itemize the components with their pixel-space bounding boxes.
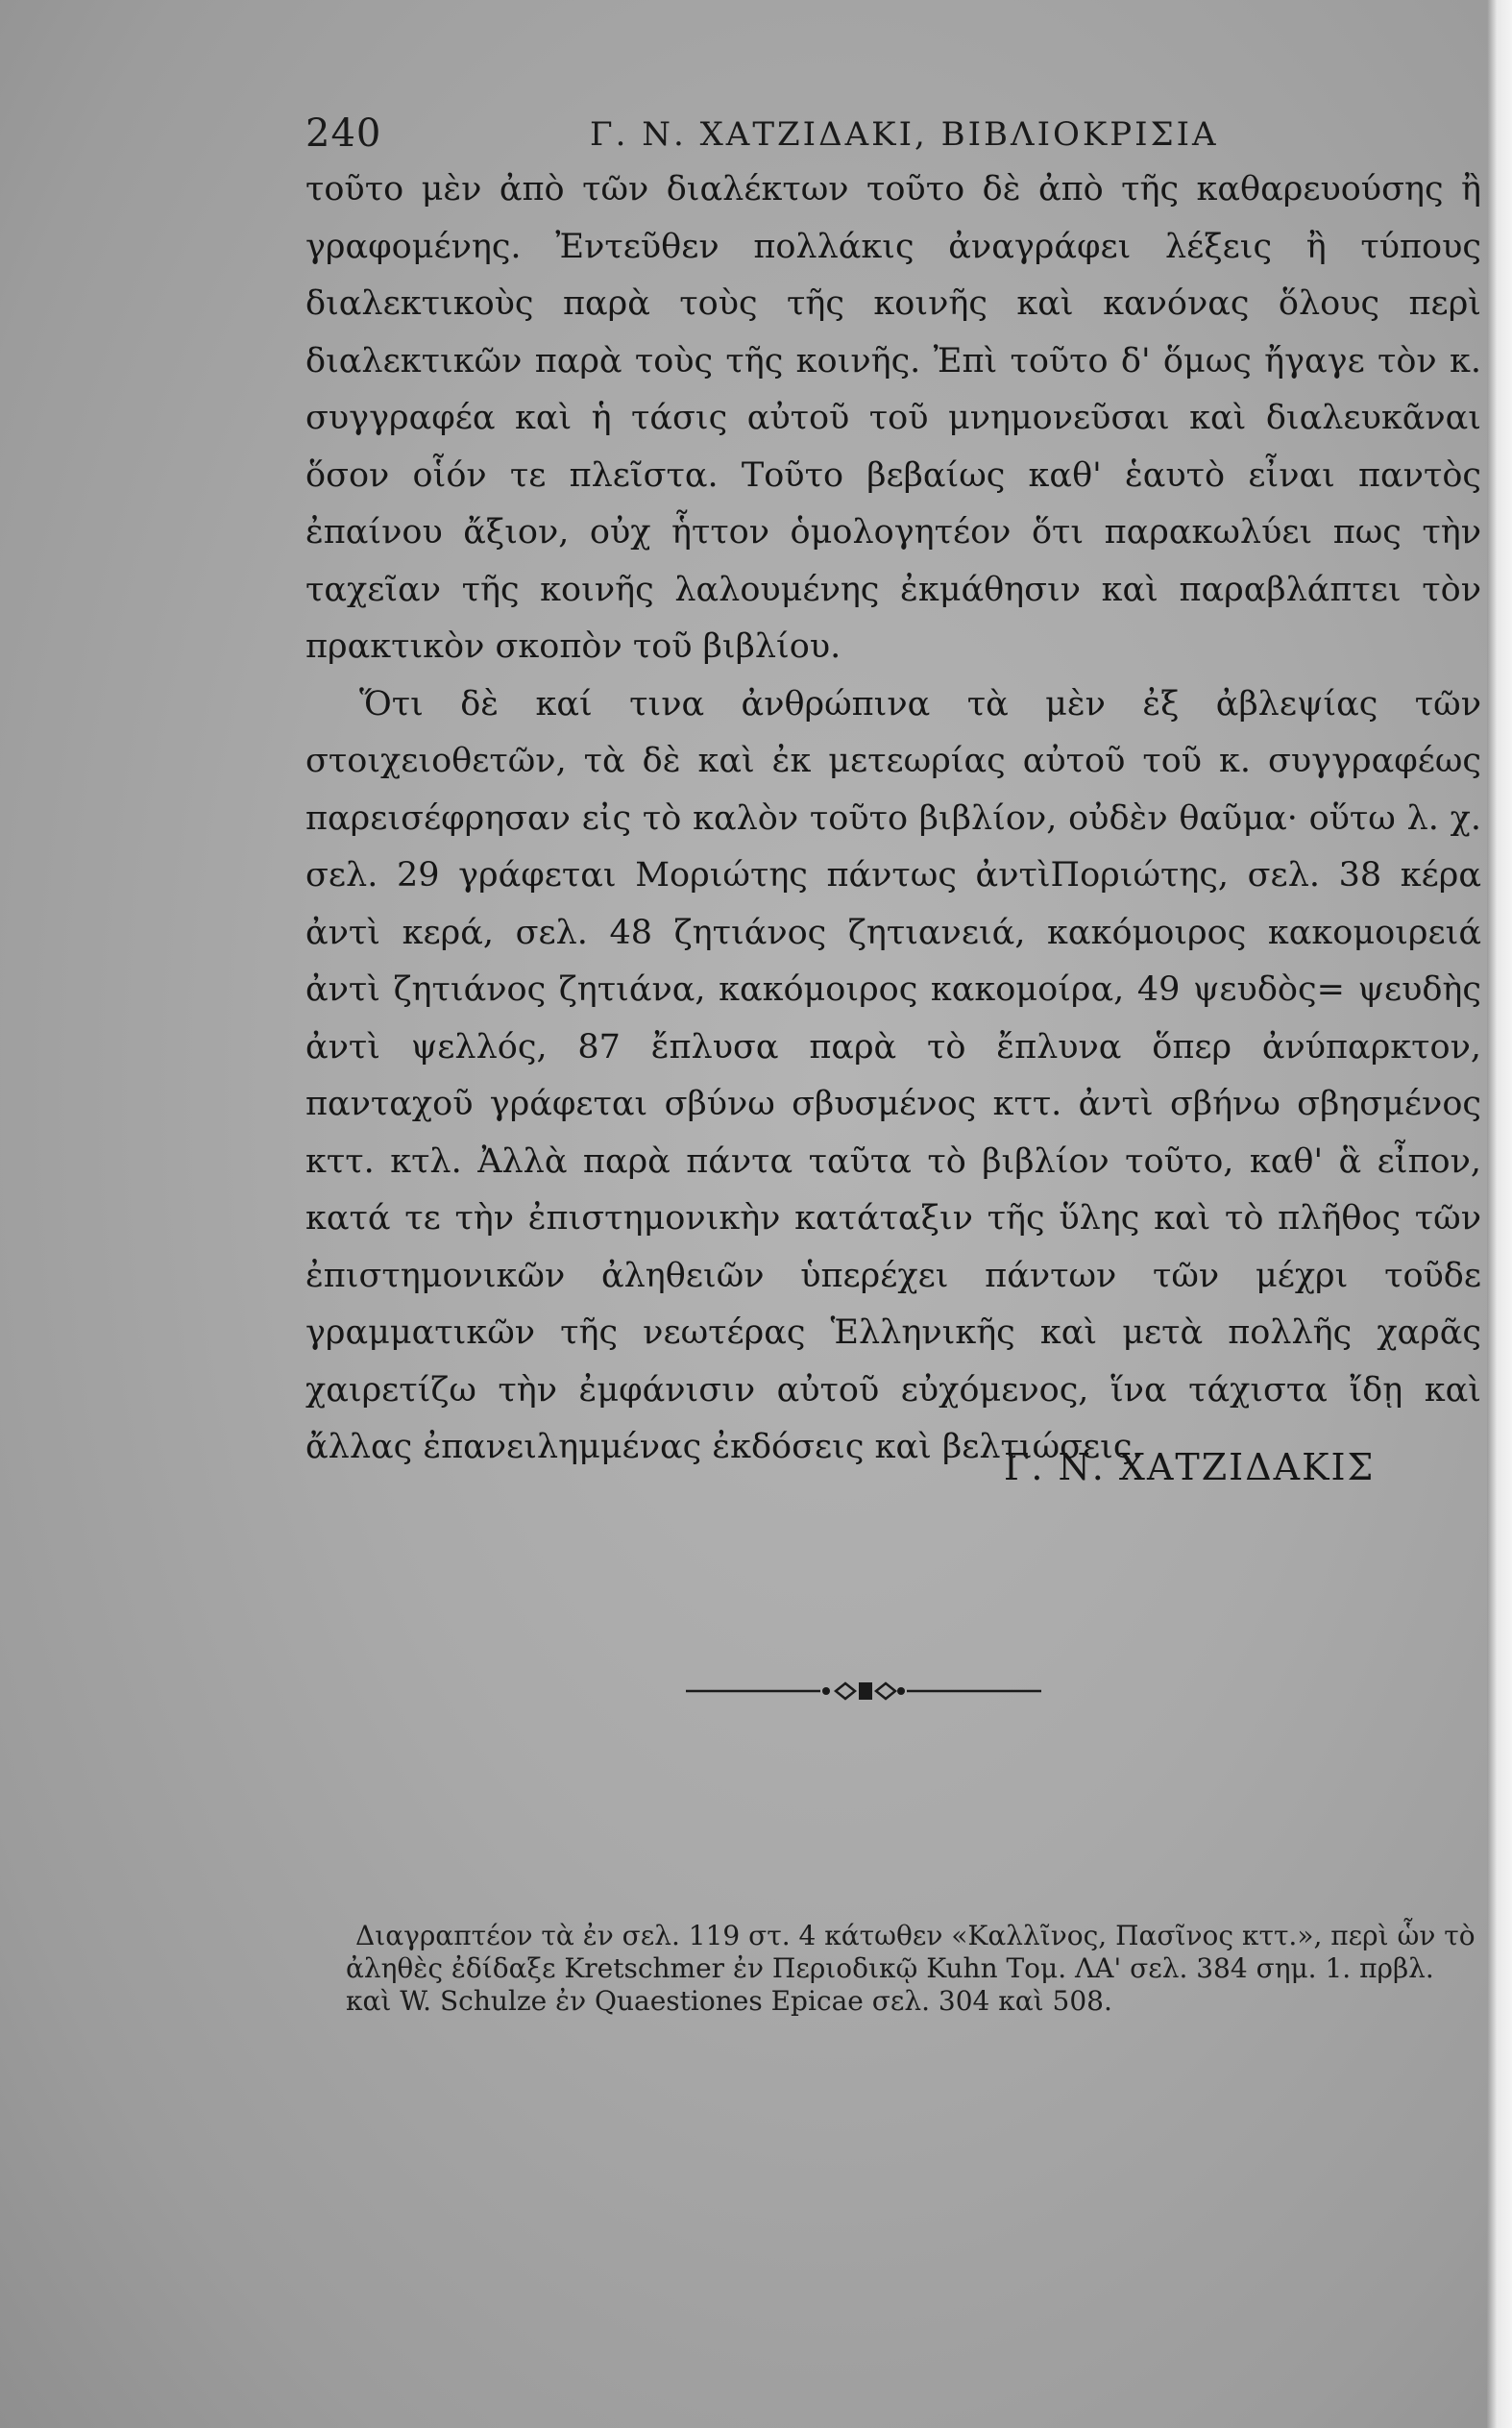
author-signature: Γ. Ν. ΧΑΤΖΙΔΑΚΙΣ	[1004, 1446, 1376, 1488]
footnote	[346, 1920, 1479, 2018]
paragraph: Ὅτι δὲ καί τινα ἀνθρώπινα τὰ μὲν ἐξ ἀβλεψίας τῶν στοιχειοθετῶν, τὰ δὲ καὶ ἐκ μετεωρίας αὐτοῦ τοῦ κ. συγγραφέως παρεισέφρησαν εἰς τὸ καλὸν τοῦτο βιβλίον, οὐδὲν θαῦμα· οὕτω λ. χ. σελ. 29 γράφεται Μοριώτης πάντως ἀντὶΠοριώτης, σελ. 38 κέρα ἀντὶ κερά, σελ. 48 ζητιάνος ζητιανειά, κακόμοιρος κακομοιρειά ἀντὶ ζητιάνος ζητιάνα, κακόμοιρος κακομοίρα, 49 ψευδὸς= ψευδὴς ἀντὶ ψελλός, 87 ἔπλυσα παρὰ τὸ ἔπλυνα ὅπερ ἀνύπαρκτον, πανταχοῦ γράφεται σβύνω σβυσμένος κττ. ἀντὶ σβήνω σβησμένος κττ. κτλ. Ἀλλὰ παρὰ πάντα ταῦτα τὸ βιβλίον τοῦτο, καθ' ἃ εἶπον, κατά τε τὴν ἐπιστημονικὴν κατάταξιν τῆς ὕλης καὶ τὸ πλῆθος τῶν ἐπιστημονικῶν ἀληθειῶν ὑπερέχει πάντων τῶν μέχρι τοῦδε γραμματικῶν τῆς νεωτέρας Ἑλληνικῆς καὶ μετὰ πολλῆς χαρᾶς χαιρετίζω τὴν ἐμφάνισιν αὐτοῦ εὐχόμενος, ἵνα τάχιστα ἴδῃ καὶ ἄλλας ἐπανειλημμένας ἐκδόσεις καὶ βελτιώσεις.	[305, 684, 1481, 1466]
body-text	[305, 161, 1481, 1477]
page-edge	[1487, 0, 1512, 2428]
page-number: 240	[305, 111, 382, 156]
footnote-text: Διαγραπτέον τὰ ἐν σελ. 119 στ. 4 κάτωθεν «Καλλῖνος, Πασῖνος κττ.», περὶ ὧν τὸ ἀληθὲς ἐδίδαξε Kretschmer ἐν Περιοδικῷ Kuhn Τομ. ΛΑ' σελ. 384 σημ. 1. πρβλ. καὶ W. Schulze ἐν Quaestiones Epicae σελ. 304 καὶ 508.	[346, 1920, 1475, 2017]
running-head: Γ. Ν. ΧΑΤΖΙΔΑΚΙ, ΒΙΒΛΙΟΚΡΙΣΙΑ	[590, 115, 1219, 154]
page-header	[305, 108, 1477, 165]
paragraph: τοῦτο μὲν ἀπὸ τῶν διαλέκτων τοῦτο δὲ ἀπὸ τῆς καθαρευούσης ἢ γραφομένης. Ἐντεῦθεν πολλάκις ἀναγράφει λέξεις ἢ τύπους διαλεκτικοὺς παρὰ τοὺς τῆς κοινῆς καὶ κανόνας ὅλους περὶ διαλεκτικῶν παρὰ τοὺς τῆς κοινῆς. Ἐπὶ τοῦτο δ' ὅμως ἤγαγε τὸν κ. συγγραφέα καὶ ἡ τάσις αὐτοῦ τοῦ μνημονεῦσαι καὶ διαλευκᾶναι ὅσον οἷόν τε πλεῖστα. Τοῦτο βεβαίως καθ' ἑαυτὸ εἶναι παντὸς ἐπαίνου ἄξιον, οὐχ ἧττον ὁμολογητέον ὅτι παρακωλύει πως τὴν ταχεῖαν τῆς κοινῆς λαλουμένης ἐκμάθησιν καὶ παραβλάπτει τὸν πρακτικὸν σκοπὸν τοῦ βιβλίου.	[305, 170, 1481, 666]
ornament-divider	[686, 1672, 1041, 1710]
